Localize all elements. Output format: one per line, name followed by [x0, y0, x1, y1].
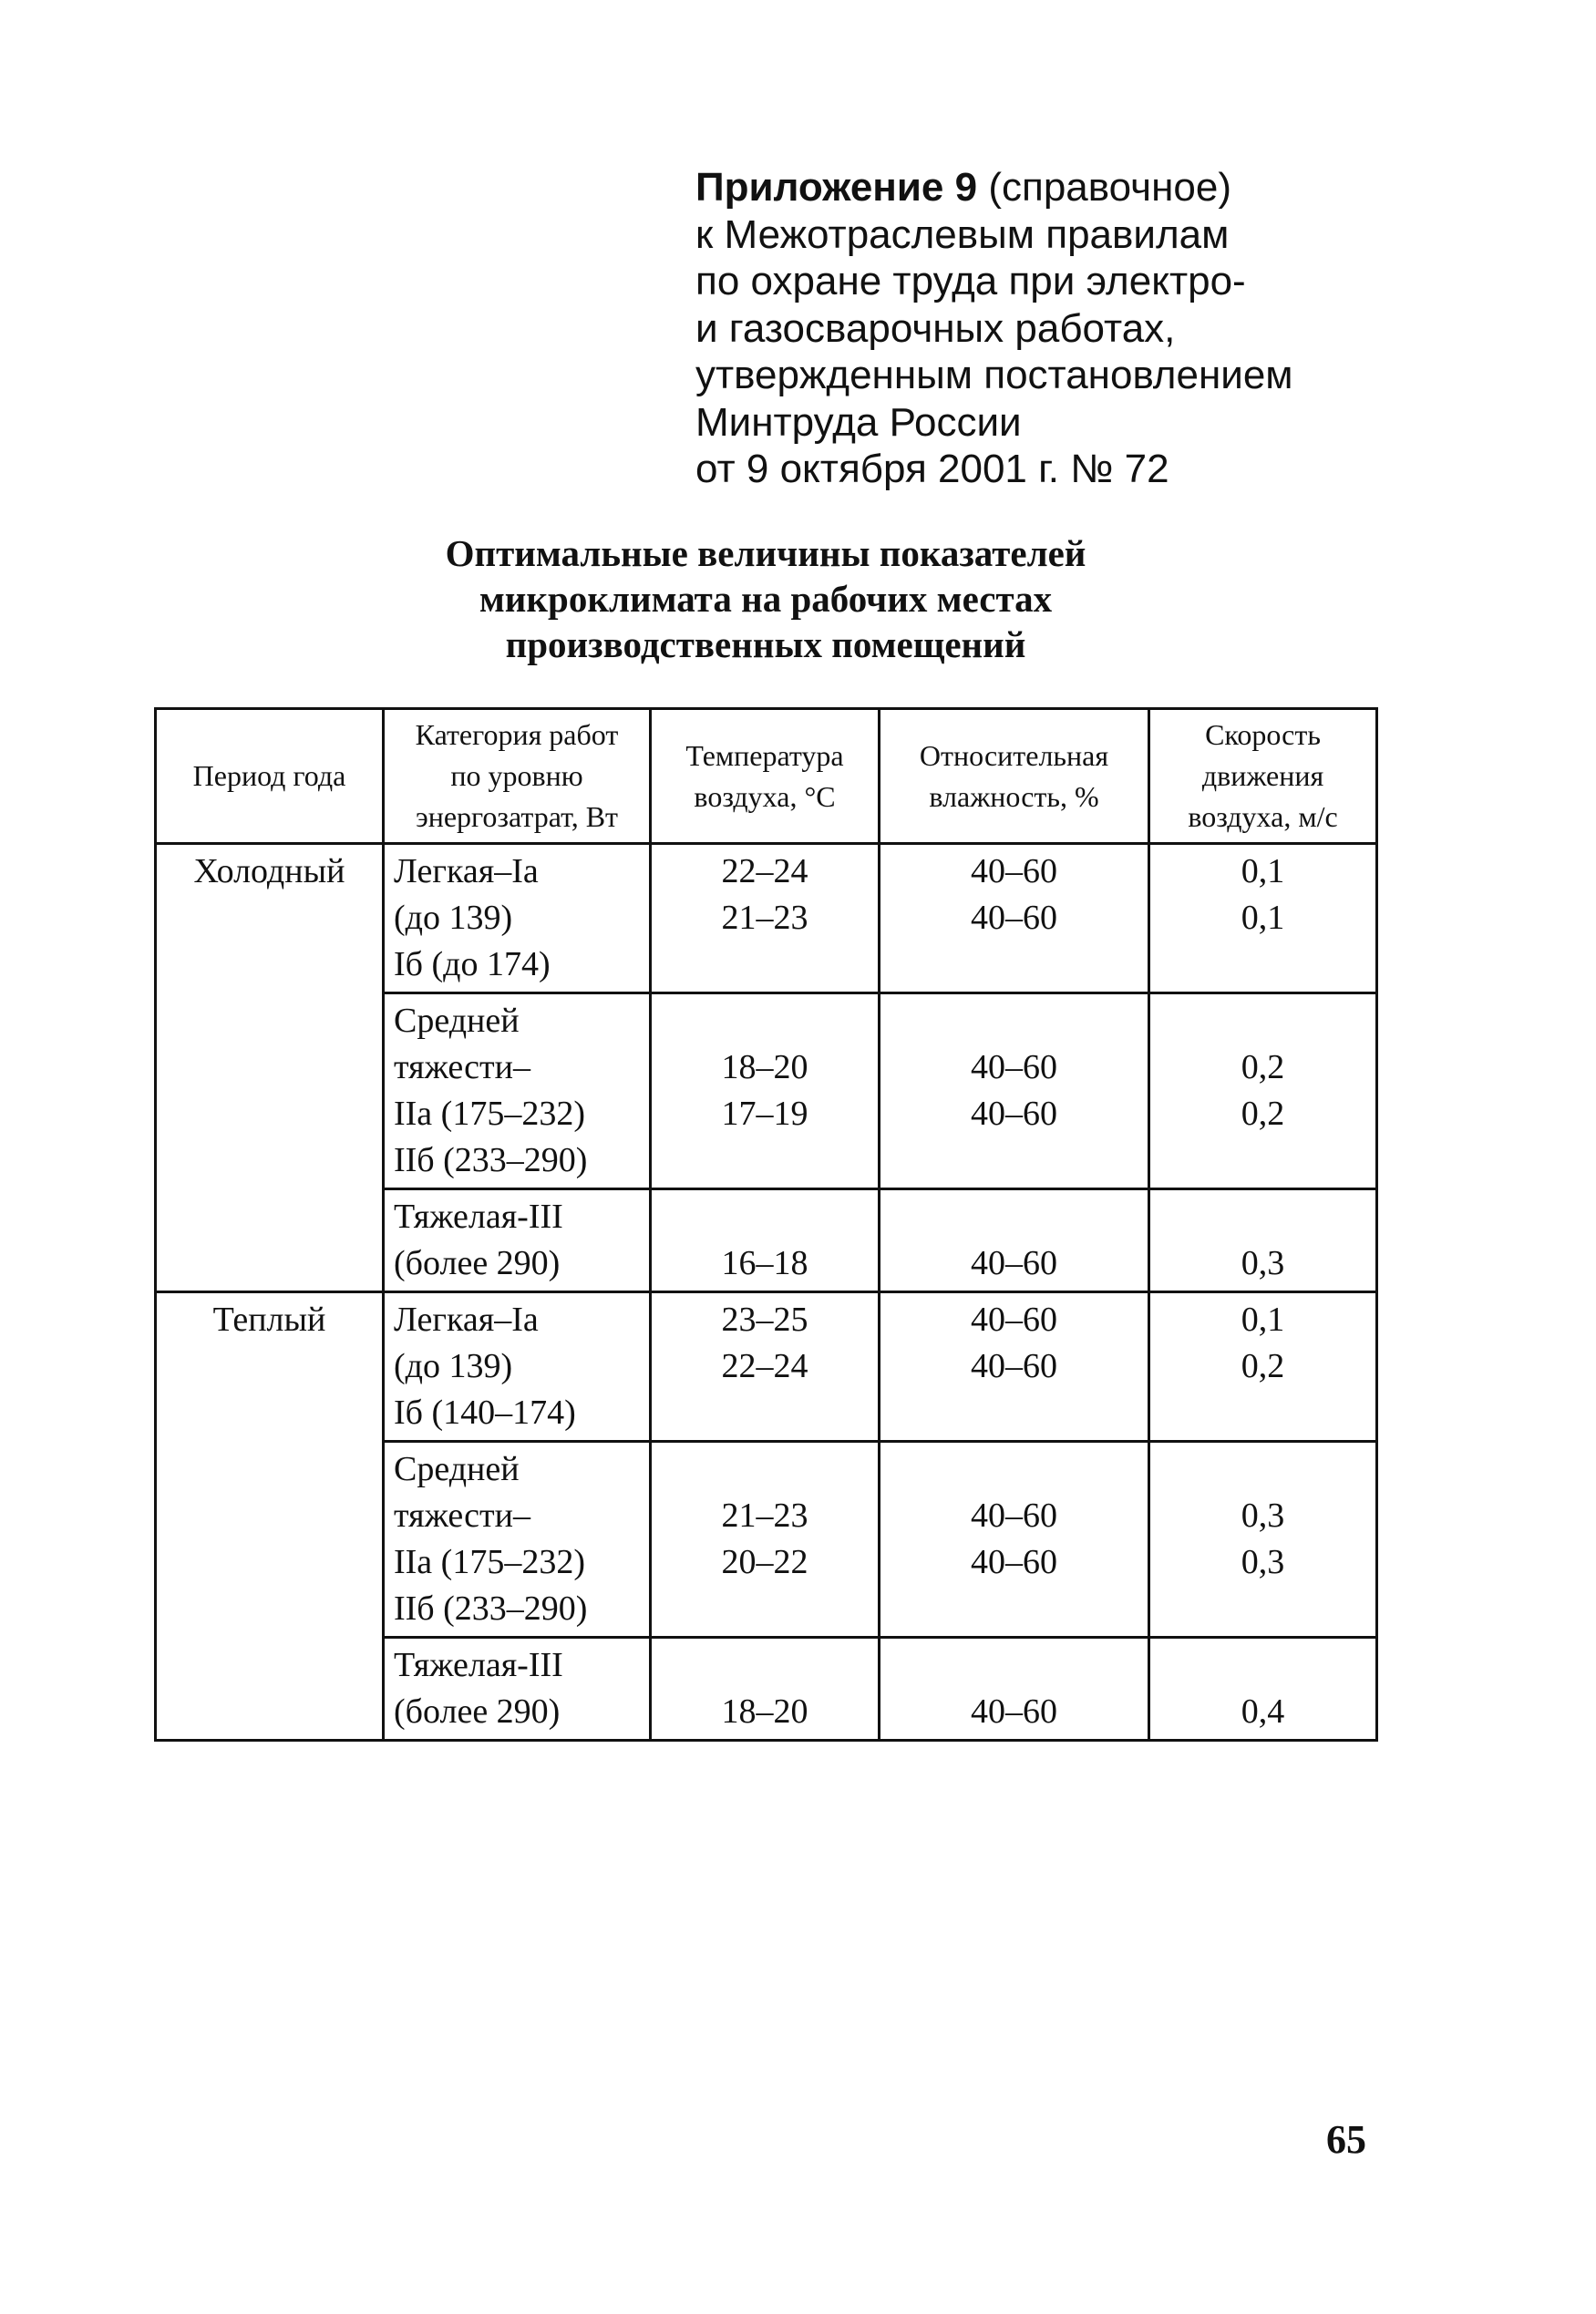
air-speed-cell	[1149, 993, 1377, 1189]
appendix-note	[695, 164, 1388, 493]
temperature-cell	[651, 1189, 880, 1292]
air-speed-cell	[1149, 844, 1377, 993]
cell-line: 17–19	[721, 1095, 808, 1133]
table-body	[156, 844, 1377, 1741]
page-number: 65	[1326, 2117, 1366, 2162]
appendix-line: по охране труда при электро-	[695, 259, 1246, 303]
temperature-cell	[651, 1638, 880, 1741]
cell-line	[1150, 1446, 1375, 1493]
cell-line: 0,3	[1241, 1244, 1285, 1282]
humidity-cell	[880, 1442, 1149, 1638]
cell-line: Iб (140–174)	[394, 1394, 576, 1432]
cell-line: 0,3	[1241, 1543, 1285, 1581]
cell-line: Тяжелая-III	[394, 1646, 563, 1684]
title-line: производственных помещений	[505, 623, 1026, 665]
temperature-cell	[651, 1442, 880, 1638]
title-line: Оптимальные величины показателей	[445, 532, 1086, 574]
cell-line: тяжести–	[394, 1048, 530, 1086]
header-text: воздуха, °С	[694, 779, 836, 813]
cell-line: 40–60	[971, 899, 1057, 937]
humidity-cell	[880, 1189, 1149, 1292]
cell-line	[652, 1642, 878, 1689]
cell-line: IIа (175–232)	[394, 1543, 585, 1581]
header-category	[384, 709, 651, 844]
category-cell	[384, 1442, 651, 1638]
cell-line: 16–18	[721, 1244, 808, 1282]
microclimate-table	[154, 707, 1378, 1742]
appendix-heading	[695, 164, 1388, 211]
appendix-type: (справочное)	[988, 165, 1231, 210]
document-title	[301, 530, 1230, 667]
cell-line: IIа (175–232)	[394, 1095, 585, 1133]
cell-line: 0,4	[1241, 1692, 1285, 1731]
temperature-cell	[651, 993, 880, 1189]
cell-line: 18–20	[721, 1692, 808, 1731]
cell-line: (до 139)	[394, 1347, 513, 1385]
header-air-speed	[1149, 709, 1377, 844]
cell-line: 0,2	[1241, 1095, 1285, 1133]
cell-line: 0,1	[1241, 852, 1285, 890]
header-text: Скорость	[1205, 718, 1321, 751]
header-text: воздуха, м/с	[1188, 800, 1338, 833]
temperature-cell	[651, 1292, 880, 1442]
air-speed-cell	[1149, 1442, 1377, 1638]
cell-line	[880, 998, 1148, 1044]
cell-line: 21–23	[721, 1496, 808, 1535]
cell-line: 23–25	[721, 1301, 808, 1339]
appendix-line: к Межотраслевым правилам	[695, 211, 1230, 257]
cell-line	[880, 1194, 1148, 1240]
cell-line	[652, 998, 878, 1044]
cell-line: 0,1	[1241, 1301, 1285, 1339]
cell-line	[1150, 1194, 1375, 1240]
cell-line: 40–60	[971, 1301, 1057, 1339]
cell-line	[652, 1194, 878, 1240]
cell-line: 40–60	[971, 1048, 1057, 1086]
cell-line: тяжести–	[394, 1496, 530, 1535]
humidity-cell	[880, 844, 1149, 993]
header-text: влажность, %	[929, 779, 1099, 813]
humidity-cell	[880, 993, 1149, 1189]
cell-line: 40–60	[971, 1496, 1057, 1535]
title-line: микроклимата на рабочих местах	[479, 578, 1053, 620]
cell-line	[1150, 1642, 1375, 1689]
cell-line: 0,2	[1241, 1048, 1285, 1086]
cell-line: 18–20	[721, 1048, 808, 1086]
category-cell	[384, 993, 651, 1189]
period-name: Холодный	[193, 852, 345, 890]
table-header	[156, 709, 1377, 844]
cell-line: 40–60	[971, 1543, 1057, 1581]
cell-line: 40–60	[971, 1095, 1057, 1133]
cell-line: 40–60	[971, 1347, 1057, 1385]
cell-line: Iб (до 174)	[394, 945, 551, 983]
period-cell	[156, 844, 384, 1292]
header-humidity	[880, 709, 1149, 844]
header-text: энергозатрат, Вт	[415, 800, 619, 833]
temperature-cell	[651, 844, 880, 993]
cell-line: Легкая–Iа	[394, 852, 539, 890]
cell-line: (более 290)	[394, 1692, 561, 1731]
cell-line	[1150, 998, 1375, 1044]
cell-line: 40–60	[971, 1692, 1057, 1731]
humidity-cell	[880, 1292, 1149, 1442]
header-text: по уровню	[450, 759, 583, 792]
cell-line: Средней	[394, 1002, 520, 1040]
cell-line: 0,1	[1241, 899, 1285, 937]
cell-line: 0,2	[1241, 1347, 1285, 1385]
category-cell	[384, 1638, 651, 1741]
cell-line: 40–60	[971, 1244, 1057, 1282]
cell-line: (до 139)	[394, 899, 513, 937]
humidity-cell	[880, 1638, 1149, 1741]
category-cell	[384, 844, 651, 993]
header-text: Температура	[685, 738, 844, 772]
appendix-line: и газосварочных работах,	[695, 305, 1176, 351]
cell-line: 22–24	[721, 852, 808, 890]
cell-line	[880, 1642, 1148, 1689]
category-cell	[384, 1189, 651, 1292]
appendix-line: Минтруда России	[695, 399, 1022, 445]
air-speed-cell	[1149, 1189, 1377, 1292]
header-text: Категория работ	[415, 718, 619, 751]
appendix-line: от 9 октября 2001 г. № 72	[695, 447, 1169, 491]
air-speed-cell	[1149, 1638, 1377, 1741]
header-row	[156, 709, 1377, 844]
category-cell	[384, 1292, 651, 1442]
cell-line: Тяжелая-III	[394, 1198, 563, 1236]
header-text: движения	[1201, 759, 1324, 792]
header-text: Относительная	[919, 738, 1109, 772]
table-row	[156, 844, 1377, 993]
air-speed-cell	[1149, 1292, 1377, 1442]
cell-line	[652, 1446, 878, 1493]
cell-line: 0,3	[1241, 1496, 1285, 1535]
cell-line: 21–23	[721, 899, 808, 937]
period-name: Теплый	[212, 1301, 326, 1339]
cell-line: Средней	[394, 1450, 520, 1488]
cell-line: 22–24	[721, 1347, 808, 1385]
header-text: Период года	[192, 759, 346, 792]
cell-line: 20–22	[721, 1543, 808, 1581]
header-period	[156, 709, 384, 844]
cell-line: 40–60	[971, 852, 1057, 890]
cell-line: (более 290)	[394, 1244, 561, 1282]
cell-line	[880, 1446, 1148, 1493]
table-row	[156, 1292, 1377, 1442]
header-temperature	[651, 709, 880, 844]
cell-line: IIб (233–290)	[394, 1141, 588, 1179]
appendix-line: утвержденным постановлением	[695, 353, 1293, 397]
cell-line: Легкая–Iа	[394, 1301, 539, 1339]
period-cell	[156, 1292, 384, 1741]
cell-line: IIб (233–290)	[394, 1589, 588, 1628]
appendix-label: Приложение 9	[695, 165, 978, 210]
